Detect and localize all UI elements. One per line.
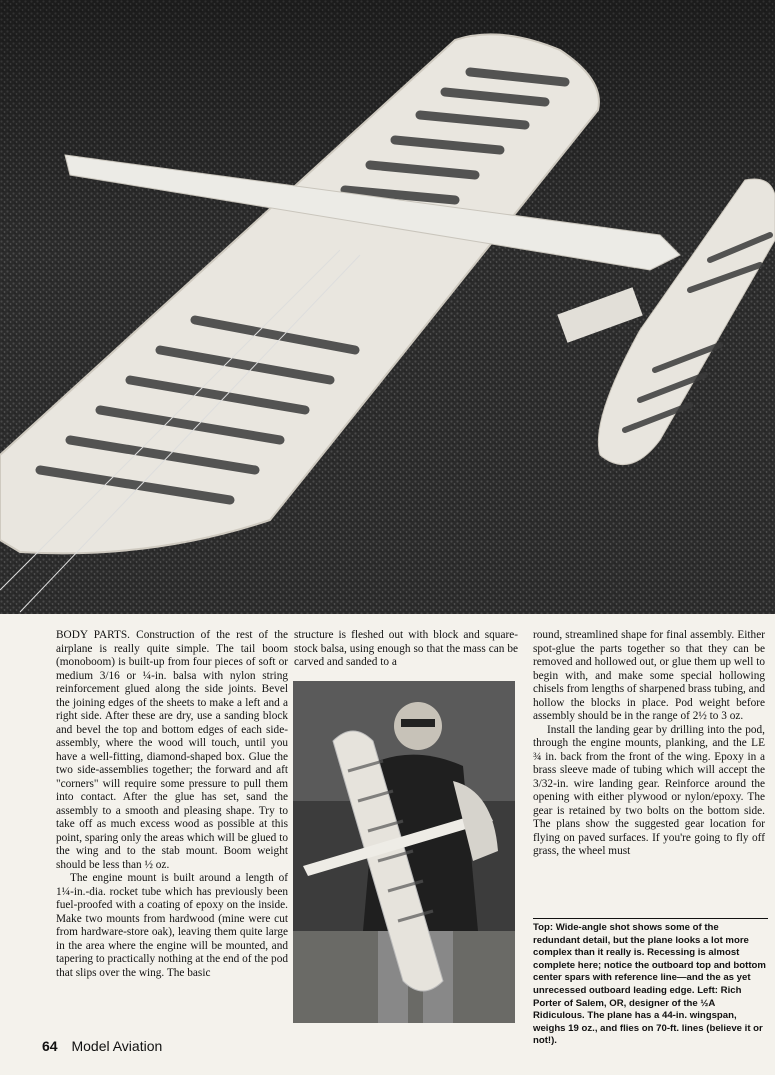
text-column-3 xyxy=(533,629,765,859)
page-number: 64 xyxy=(42,1038,58,1054)
text-column-1 xyxy=(56,629,288,980)
paragraph-streamlined: round, streamlined shape for final assembly. Either spot-glue the parts together so that they can be removed and hollowed out, or glue them up well to begin with, and make some special hollowing chisels from lengths of sharpened brass tubing, and hollow the blocks in place. Pod weight before assembly should be in the range of 2½ to 3 oz. xyxy=(533,629,765,722)
left-photo xyxy=(293,681,515,1023)
paragraph-engine-mount: The engine mount is built around a length of 1¼-in.-dia. rocket tube which has previously been fuel-proofed with a coating of epoxy on the inside. Make two mounts from hardwood (mine were cut from hardware-store oak), leaving them quite large in the area where the engine will be mounted, and tapering to practically nothing at the end of the pod that slips over the wing. The basic xyxy=(56,872,288,979)
paragraph-landing-gear: Install the landing gear by drilling into the pod, through the engine mounts, planking, and the LE ¾ in. back from the front of the wing. Epoxy in a brass sleeve made of tubing which will accept the 3/32-in. wire landing gear. Reinforce around the opening with either plywood or nylon/epoxy. The gear is retained by two bolts on the bottom side. The plans show the suggested gear location for flying on paved surfaces. If you're going to fly off grass, the wheel must xyxy=(533,723,765,857)
paragraph-structure: structure is fleshed out with block and square-stock balsa, using enough so that the mass can be carved and sanded to a xyxy=(294,629,518,668)
page-footer xyxy=(42,1038,162,1054)
magazine-name: Model Aviation xyxy=(71,1038,163,1054)
text-column-2 xyxy=(294,629,518,670)
paragraph-body-parts: BODY PARTS. Construction of the rest of the airplane is really quite simple. The tail boom (monoboom) is built-up from four pieces of soft or medium 3/16 or ¼-in. balsa with nylon string reinforcement glued along the side joints. Bevel the joining edges of the sheets to make a left and a right side. After these are dry, use a sanding block and bevel the top and bottom edges of each side-assembly, where the wood will touch, until you have a well-fitting, diamond-shaped box. Glue the two side-assemblies together; the forward and aft "corners" will require some pressure to pull them into contact. After the glue has set, sand the assembly to a smooth and pleasing shape. Try to take off as much excess wood as possible at this point, sparing only the areas which will be glued to the wing and to the stab mount. Boom weight should be less than ½ oz. xyxy=(56,629,288,871)
photo-caption: Top: Wide-angle shot shows some of the redundant detail, but the plane looks a lot more complex than it really is. Recessing is almost complete here; notice the outboard top and bottom center spars with reference line—and the as yet unrecessed outboard leading edge. Left: Rich Porter of Salem, OR, designer of the ½A Ridiculous. The plane has a 44-in. wingspan, weighs 19 oz., and flies on 70-ft. lines (believe it or not!). xyxy=(533,918,768,1048)
